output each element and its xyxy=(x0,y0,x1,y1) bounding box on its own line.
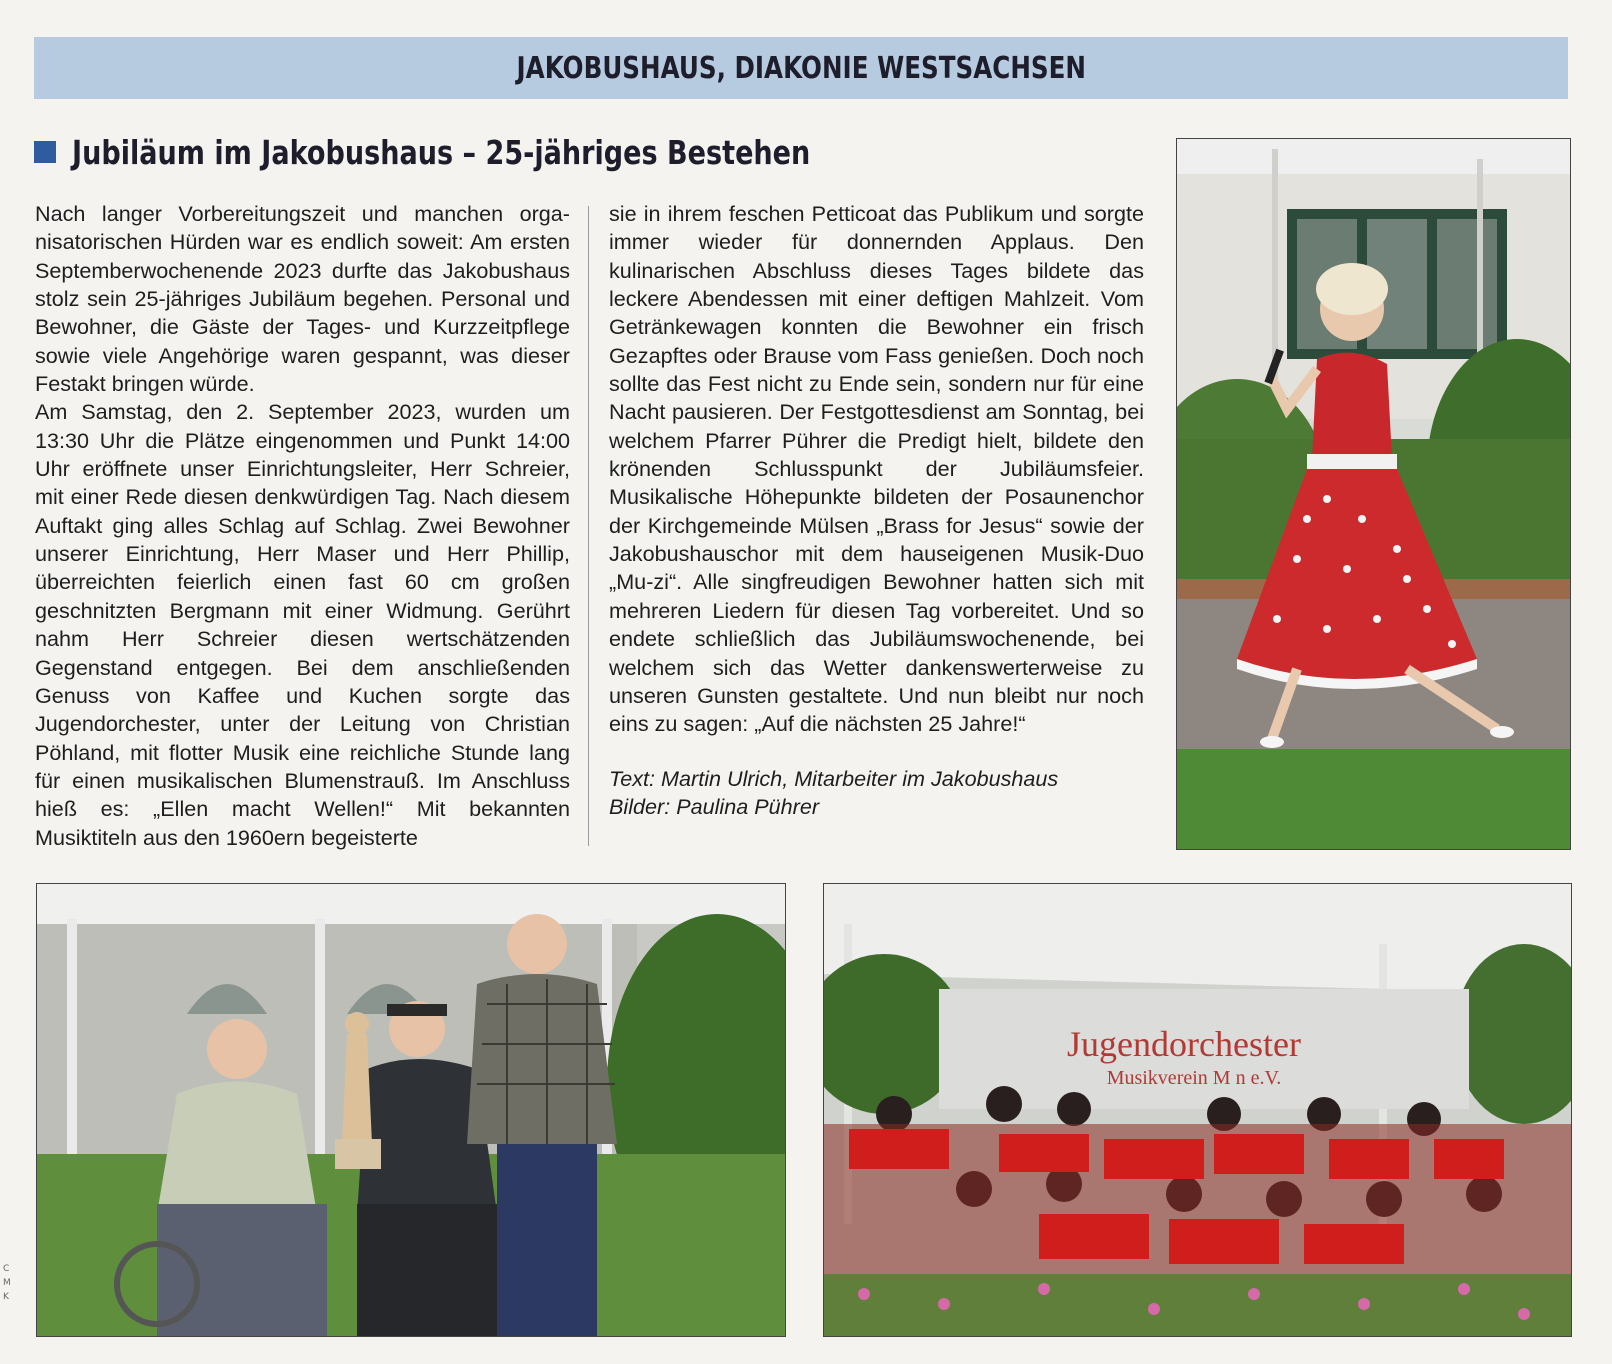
credits xyxy=(609,765,1144,822)
article-column-1 xyxy=(35,200,570,852)
section-banner xyxy=(34,37,1568,99)
credit-text: Text: Martin Ulrich, Mitarbeiter im Jakobushaus xyxy=(609,765,1059,791)
article-headline xyxy=(34,128,972,176)
print-registration-marks xyxy=(3,1262,11,1304)
print-mark: K xyxy=(3,1292,9,1302)
print-mark: M xyxy=(3,1278,11,1288)
banner-text-line1: Jugendorchester xyxy=(1067,1024,1301,1064)
photo-gift-handover xyxy=(36,883,786,1337)
section-title: JAKOBUSHAUS, DIAKONIE WESTSACHSEN xyxy=(516,50,1086,86)
paragraph: Nach langer Vorbereitungszeit und manchen organisatorischen Hürden war es endlich soweit: Am ersten Septemberwochenende 2023 durfte das Jakobushaus stolz sein 25-jähriges Jubiläum begehen. Personal und Bewohner, die Gäste der Tages- und Kurzzeitpflege sowie viele Angehörige waren gespannt, was dieser Festakt bringen würde. xyxy=(35,201,570,397)
photo-youth-orchestra xyxy=(823,883,1572,1337)
paragraph: sie in ihrem feschen Petticoat das Publikum und sorgte immer wieder für donnernden Applaus. Den kulinarischen Abschluss dieses Tages bildete das leckere Abendessen mit einer deftigen Mahlzeit. Vom Getränkewagen konnten die Bewohner ein frisch Gezapftes oder Brause vom Fass genießen. Doch noch sollte das Fest nicht zu Ende sein, sondern nur für eine Nacht pausieren. Der Festgottesdienst am Sonntag, bei welchem Pfarrer Pührer die Predigt hielt, bildete den krönenden Schlusspunkt der Jubiläumsfeier. Musikalische Höhepunkte bildeten der Posaunenchor der Kirchgemeinde Mülsen „Brass for Jesus“ sowie der Jakobushauschor mit dem hauseigenen Musik-Duo „Mu-zi“. Alle singfreudigen Bewohner hatten sich mit mehreren Liedern für diesen Tag vorbereitet. Und so endete schließlich das Jubiläumswochenende, bei welchem sich das Wetter dankenswerterweise zu unseren Gunsten gestaltete. Und nun bleibt nur noch eins zu sagen: „Auf die nächsten 25 Jahre!“ xyxy=(609,201,1144,737)
column-divider xyxy=(588,206,589,846)
headline-text: Jubiläum im Jakobushaus – 25-jähriges Bestehen xyxy=(72,132,811,172)
print-mark: C xyxy=(3,1264,10,1274)
paragraph: Am Samstag, den 2. September 2023, wurden um 13:30 Uhr die Plätze eingenommen und Punkt 14:00 Uhr eröffnete unser Einrichtungsleiter, Herr Schreier, mit einer Rede diesen denkwürdigen Tag. Nach diesem Auftakt ging alles Schlag auf Schlag. Zwei Bewohner unserer Einrichtung, Herr Maser und Herr Phillip, überreichten feierlich einen fast 60 cm großen geschnitzten Bergmann mit einer Widmung. Gerührt nahm Herr Schreier diesen wertschätzenden Gegenstand entgegen. Bei dem anschließenden Genuss von Kaffee und Kuchen sorgte das Jugendorchester, unter der Leitung von Christian Pöhland, mit flotter Musik eine reichliche Stunde lang für einen musikalischen Blumenstrauß. Im Anschluss hieß es: „Ellen macht Wellen!“ Mit bekannten Musiktiteln aus den 1960ern begeisterte xyxy=(35,399,570,850)
article-column-2 xyxy=(609,200,1144,821)
credit-photos: Bilder: Paulina Pührer xyxy=(609,793,820,819)
photo-singer xyxy=(1176,138,1571,850)
banner-text-line2: Musikverein M n e.V. xyxy=(1106,1067,1282,1089)
headline-square-icon xyxy=(34,141,56,163)
